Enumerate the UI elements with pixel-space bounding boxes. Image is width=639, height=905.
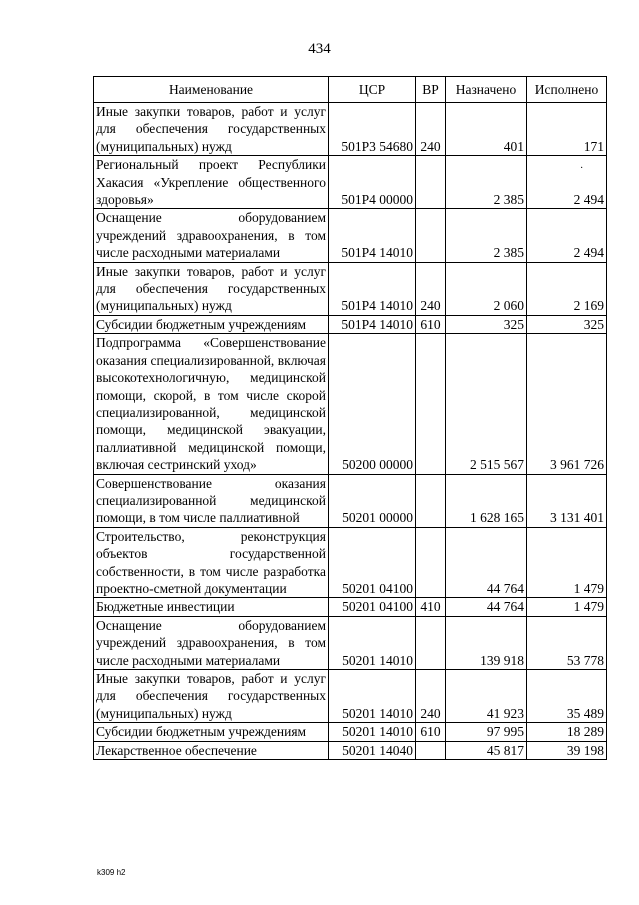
row-assigned-cell: 325 <box>446 315 527 333</box>
row-name-cell: Бюджетные инвестиции <box>94 598 329 616</box>
row-vr-cell <box>416 527 446 598</box>
row-assigned-cell: 2 385 <box>446 156 527 209</box>
row-vr-cell <box>416 616 446 669</box>
scan-speck: · <box>580 163 584 174</box>
row-assigned-cell: 2 385 <box>446 209 527 262</box>
row-executed-cell: 35 489 <box>527 670 607 723</box>
row-vr-cell: 240 <box>416 103 446 156</box>
page-number: 434 <box>308 41 331 57</box>
row-name-cell: Строительство, реконструкция объектов государственной собственности, в том числе разработка проектно-сметной документации <box>94 527 329 598</box>
row-name-cell: Субсидии бюджетным учреждениям <box>94 315 329 333</box>
row-name-cell: Подпрограмма «Совершенствование оказания специализированной, включая высокотехнологичную, медицинской помощи, скорой, в том числе скорой специализированной, медицинской помощи, медицинской эвакуации, паллиативной медицинской помощи, включая сестринский уход» <box>94 334 329 474</box>
budget-table <box>93 76 607 760</box>
table-row <box>94 103 607 156</box>
row-assigned-cell: 44 764 <box>446 527 527 598</box>
header-executed: Исполнено <box>527 77 607 103</box>
table-row <box>94 474 607 527</box>
table-body <box>94 103 607 760</box>
row-assigned-cell: 2 060 <box>446 262 527 315</box>
row-vr-cell: 610 <box>416 315 446 333</box>
row-assigned-cell: 401 <box>446 103 527 156</box>
row-code-cell: 501P4 14010 <box>329 262 416 315</box>
header-vr: ВР <box>416 77 446 103</box>
row-executed-cell: 1 479 <box>527 598 607 616</box>
row-name-cell: Оснащение оборудованием учреждений здравоохранения, в том числе расходными материалами <box>94 209 329 262</box>
header-code: ЦСР <box>329 77 416 103</box>
row-name-cell: Иные закупки товаров, работ и услуг для обеспечения государственных (муниципальных) нужд <box>94 262 329 315</box>
table-row <box>94 262 607 315</box>
row-name-cell: Иные закупки товаров, работ и услуг для обеспечения государственных (муниципальных) нужд <box>94 670 329 723</box>
table-row <box>94 156 607 209</box>
row-name-cell: Субсидии бюджетным учреждениям <box>94 723 329 741</box>
table-row <box>94 334 607 474</box>
row-executed-cell: 2 494 <box>527 209 607 262</box>
row-vr-cell <box>416 209 446 262</box>
row-code-cell: 50201 14040 <box>329 741 416 759</box>
header-name: Наименование <box>94 77 329 103</box>
row-vr-cell: 610 <box>416 723 446 741</box>
row-vr-cell: 240 <box>416 670 446 723</box>
header-assigned: Назначено <box>446 77 527 103</box>
row-name-cell: Региональный проект Республики Хакасия «Укрепление общественного здоровья» <box>94 156 329 209</box>
table-row <box>94 670 607 723</box>
row-vr-cell <box>416 474 446 527</box>
row-name-cell: Совершенствование оказания специализированной медицинской помощи, в том числе паллиативной <box>94 474 329 527</box>
row-assigned-cell: 1 628 165 <box>446 474 527 527</box>
row-code-cell: 50201 00000 <box>329 474 416 527</box>
row-assigned-cell: 41 923 <box>446 670 527 723</box>
table-row <box>94 527 607 598</box>
table-row <box>94 209 607 262</box>
footer-code: k309 h2 <box>97 868 126 877</box>
table-row <box>94 598 607 616</box>
table-row <box>94 616 607 669</box>
row-executed-cell: 171 <box>527 103 607 156</box>
table-row <box>94 741 607 759</box>
row-code-cell: 50201 14010 <box>329 670 416 723</box>
table-row <box>94 315 607 333</box>
row-code-cell: 501P4 00000 <box>329 156 416 209</box>
row-assigned-cell: 97 995 <box>446 723 527 741</box>
row-vr-cell: 240 <box>416 262 446 315</box>
row-assigned-cell: 44 764 <box>446 598 527 616</box>
row-assigned-cell: 45 817 <box>446 741 527 759</box>
row-executed-cell: 18 289 <box>527 723 607 741</box>
row-assigned-cell: 139 918 <box>446 616 527 669</box>
row-name-cell: Иные закупки товаров, работ и услуг для обеспечения государственных (муниципальных) нужд <box>94 103 329 156</box>
row-code-cell: 50200 00000 <box>329 334 416 474</box>
row-vr-cell: 410 <box>416 598 446 616</box>
row-assigned-cell: 2 515 567 <box>446 334 527 474</box>
row-code-cell: 50201 14010 <box>329 616 416 669</box>
row-executed-cell: 3 131 401 <box>527 474 607 527</box>
row-code-cell: 501P4 14010 <box>329 209 416 262</box>
row-executed-cell: 2 494 <box>527 156 607 209</box>
row-vr-cell <box>416 741 446 759</box>
row-executed-cell: 53 778 <box>527 616 607 669</box>
row-code-cell: 50201 14010 <box>329 723 416 741</box>
row-name-cell: Оснащение оборудованием учреждений здравоохранения, в том числе расходными материалами <box>94 616 329 669</box>
row-name-cell: Лекарственное обеспечение <box>94 741 329 759</box>
table-row <box>94 723 607 741</box>
row-executed-cell: 325 <box>527 315 607 333</box>
row-executed-cell: 39 198 <box>527 741 607 759</box>
row-executed-cell: 2 169 <box>527 262 607 315</box>
row-code-cell: 50201 04100 <box>329 527 416 598</box>
row-code-cell: 50201 04100 <box>329 598 416 616</box>
row-vr-cell <box>416 334 446 474</box>
row-code-cell: 501P3 54680 <box>329 103 416 156</box>
row-code-cell: 501P4 14010 <box>329 315 416 333</box>
row-executed-cell: 3 961 726 <box>527 334 607 474</box>
row-vr-cell <box>416 156 446 209</box>
row-executed-cell: 1 479 <box>527 527 607 598</box>
table-header-row <box>94 77 607 103</box>
